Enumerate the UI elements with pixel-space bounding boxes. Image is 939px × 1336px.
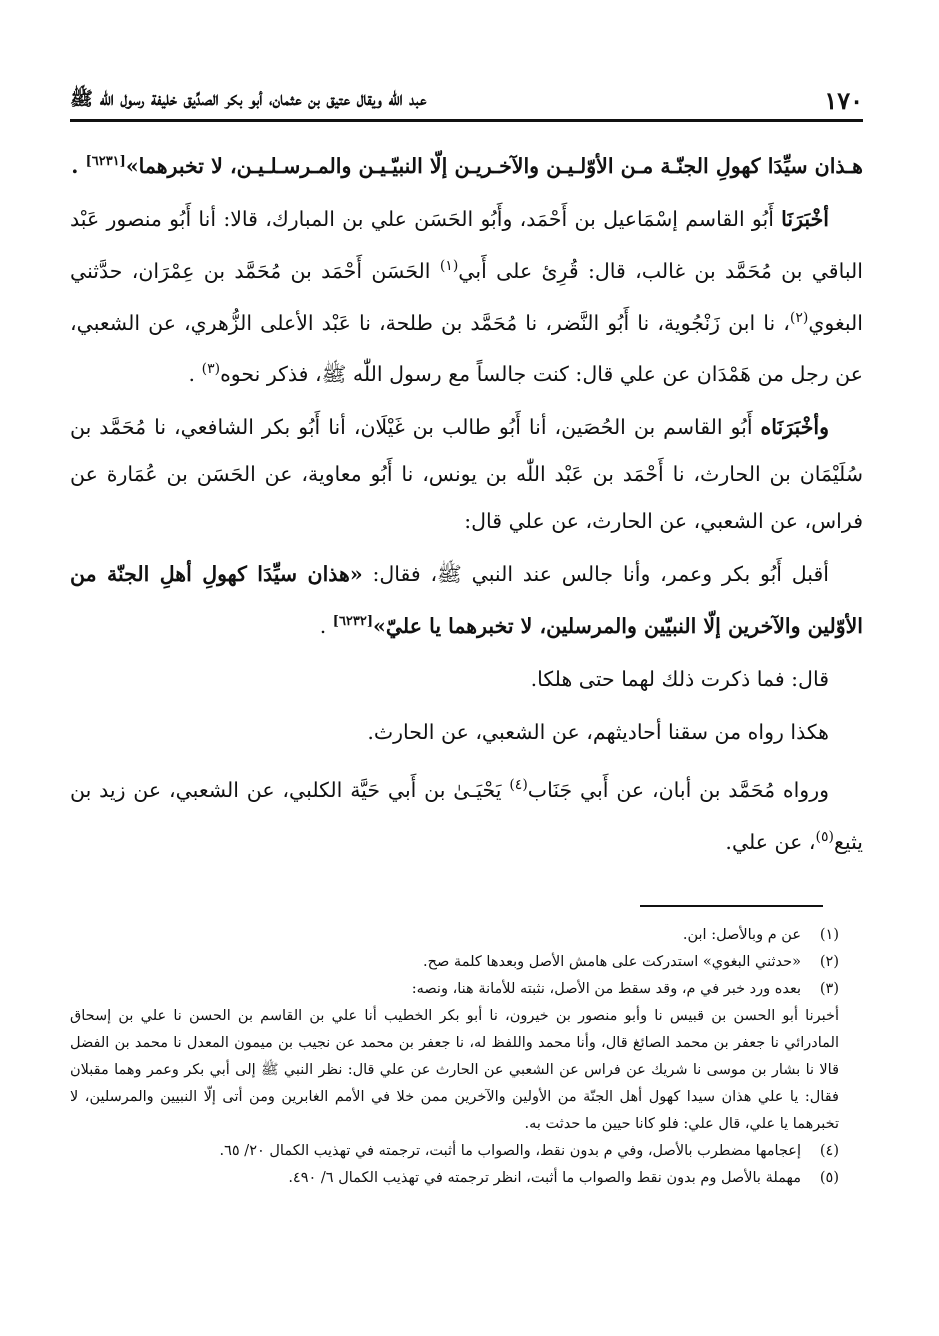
p2-c: ، نا ابن زَنْجُوية، نا أَبُو النَّضر، نا مُحَمَّد بن طلحة، نا عَبْد الأعلى الزُّهري، عن الشعبي، عن رجل من هَمْدَان عن علي قال: كنت جالساً مع رسول اللّٰه ﷺ، فذكر نحوه <box>70 310 863 387</box>
p3-text: أَبُو القاسم بن الحُصَين، أنا أَبُو طالب بن غَيْلَان، أنا أَبُو بكر الشافعي، نا مُحَمَّد بن سُلَيْمَان بن الحارث، نا أَحْمَد بن عَبْد اللّٰه بن يونس، نا أَبُو معاوية، عن الحَسَن بن عُمَارة عن فراس، عن الشعبي، عن الحارث، عن علي قال: <box>70 415 863 534</box>
p1-text: هـذان سيِّدَا كهولِ الجنّـة مـن الأوّلـيـن والآخـريـن إلّا النبيّـيـن والمـرسـلـيـن، لا تخبرهما» <box>125 153 863 178</box>
main-text <box>70 138 863 872</box>
footnote-5 <box>70 1165 839 1192</box>
footnote-text: «حدثني البغوي» استدركت على هامش الأصل وبعدها كلمة صح. <box>423 954 801 970</box>
footnote-1 <box>70 922 839 949</box>
footnote-number: (٢) <box>819 954 839 970</box>
paragraph-3 <box>70 404 863 545</box>
p3-lead: وأخْبَرَنَاه <box>760 415 829 440</box>
p1-end: . <box>71 153 86 178</box>
footnote-marker-1: (١) <box>439 257 459 274</box>
footnote-separator <box>640 905 823 907</box>
footnote-text: إعجامها مضطرب بالأصل، وفي م بدون نقط، والصواب ما أثبت، ترجمته في تهذيب الكمال ٢٠/ ٦٥. <box>219 1143 801 1159</box>
footnote-marker-2: (٢) <box>789 309 809 326</box>
page-header <box>70 80 863 122</box>
running-title: عبد اللّٰه ويقال عتيق بن عثمان، أبو بكر الصدِّيق خليفة رسول اللّٰه ﷺ <box>70 88 427 110</box>
paragraph-1 <box>70 138 863 190</box>
p2-a: أَبُو القاسم إسْمَاعيل بن أَحْمَد، وأَبُو الحَسَن علي بن المبارك، قالا: أنا أَبُو منصور عَبْد الباقي بن مُحَمَّد بن غالب، قال: قُرِئ على أَبي <box>70 206 863 283</box>
footnote-number: (١) <box>819 927 839 943</box>
p2-end: . <box>188 362 202 387</box>
footnotes <box>70 922 839 1192</box>
footnote-2 <box>70 949 839 976</box>
footnote-marker-3: (٣) <box>201 361 221 378</box>
p4-end: . <box>319 614 333 639</box>
footnote-number: (٥) <box>819 1170 839 1186</box>
hadith-ref-6232: [٦٢٣٢] <box>332 614 374 630</box>
footnote-number: (٣) <box>819 981 839 997</box>
paragraph-4 <box>70 551 863 650</box>
footnote-text: مهملة بالأصل وم بدون نقط والصواب ما أثبت، انظر ترجمته في تهذيب الكمال ٦/ ٤٩٠. <box>288 1170 801 1186</box>
footnote-text: بعده ورد خبر في م، وقد سقط من الأصل، نثبته للأمانة هنا، ونصه: <box>411 981 801 997</box>
paragraph-6: هكذا رواه من سقنا أحاديثهم، عن الشعبي، عن الحارث. <box>367 720 829 745</box>
paragraph-7 <box>70 762 863 866</box>
p7-c: ، عن علي. <box>725 829 816 854</box>
footnote-number: (٤) <box>819 1143 839 1159</box>
paragraph-5: قال: فما ذكرت ذلك لهما حتى هلكا. <box>530 667 829 692</box>
p7-b: يَحْيَـىٰ بن أَبي حَيَّة الكلبي، عن الشعبي، عن زيد بن يثيع <box>70 777 863 854</box>
footnote-4 <box>70 1138 839 1165</box>
footnote-marker-4: (٤) <box>509 777 528 794</box>
footnote-3-continuation: أخبرنا أبو الحسن بن قبيس نا وأبو منصور بن خيرون، نا أبو بكر الخطيب أنا علي بن القاسم بن الحسن نا علي بن إسحاق المادرائي نا جعفر بن محمد الصائغ قال، وأنا محمد واللفظ له، نا جعفر بن محمد عن نجيب بن ميمون المعدل نا محمد بن الفضل قالا نا بشار بن موسى نا شريك عن فراس عن الشعبي عن الحارث عن علي قال: نظر النبي ﷺ إلى أبي بكر وعمر وهما مقبلان فقال: يا علي هذان سيدا كهول أهل الجنّة من الأولين والآخرين ممن خلا في الأمم الغابرين ومن أتى إلّا النبيين والمرسلين، لا تخبرهما يا علي، قال علي: فلو كانا حيين ما حدثت به. <box>70 1008 839 1132</box>
p4-quote: «هذان سيِّدَا كهولِ أهلِ الجنّة من الأوّلين والآخرين إلّا النبيّين والمرسلين، لا تخبرهما يا عليّ» <box>70 562 863 639</box>
paragraph-2 <box>70 196 863 398</box>
footnote-3 <box>70 976 839 1003</box>
footnote-text: عن م وبالأصل: ابن. <box>682 927 801 943</box>
p7-a: ورواه مُحَمَّد بن أبان، عن أَبي جَنَاب <box>527 777 830 802</box>
footnote-marker-5: (٥) <box>815 828 834 845</box>
hadith-ref-6231: [٦٢٣١] <box>85 154 126 169</box>
p2-lead: أخْبَرَنَا <box>781 206 829 231</box>
p4-a: أقبل أَبُو بكر وعمر، وأنا جالس عند النبي ﷺ، فقال: <box>362 562 829 587</box>
page-number: ١٧٠ <box>824 86 863 115</box>
p2-b: الحَسَن أَحْمَد بن مُحَمَّد بن عِمْرَان، حدَّثني البغوي <box>70 258 863 335</box>
